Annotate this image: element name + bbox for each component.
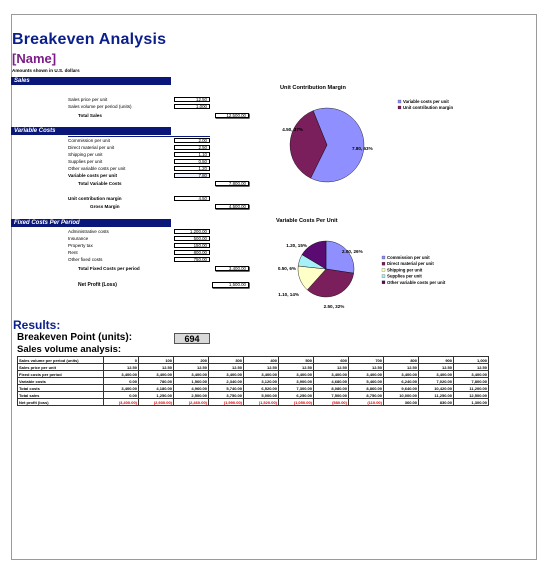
rent-value[interactable]: 800.00 bbox=[174, 250, 210, 255]
table-row-header: Variable costs bbox=[18, 378, 104, 385]
table-cell: 3,400.00 bbox=[349, 371, 384, 378]
table-cell: 780.00 bbox=[139, 378, 174, 385]
table-cell: 3,750.00 bbox=[209, 392, 244, 399]
other-variable-label: Other variable costs per unit bbox=[68, 166, 126, 171]
sales-volume-value[interactable]: 1,000 bbox=[174, 104, 210, 109]
insurance-value[interactable]: 500.00 bbox=[174, 236, 210, 241]
table-cell: 100 bbox=[139, 357, 174, 364]
table-cell: 10,000.00 bbox=[384, 392, 419, 399]
ucm-data-label-1: 4.50, 37% bbox=[282, 127, 303, 132]
table-cell: 3,400.00 bbox=[174, 371, 209, 378]
table-row-header: Sales volume per period (units) bbox=[18, 357, 104, 364]
table-cell: 3,400.00 bbox=[314, 371, 349, 378]
table-cell: 8,860.00 bbox=[349, 385, 384, 392]
ucm-legend-item-0: Variable costs per unit bbox=[403, 99, 449, 104]
table-cell: 8,080.00 bbox=[314, 385, 349, 392]
total-fixed-value: 3,400.00 bbox=[215, 266, 249, 271]
total-sales-label: Total Sales bbox=[78, 113, 102, 118]
ucm-legend-item-1: Unit contribution margin bbox=[403, 105, 454, 110]
table-cell: 7,020.00 bbox=[419, 378, 454, 385]
table-row-header: Total costs bbox=[18, 385, 104, 392]
unit-margin-value: 4.50 bbox=[174, 196, 210, 201]
total-variable-value: 7,800.00 bbox=[215, 181, 249, 186]
table-cell: 3,900.00 bbox=[279, 378, 314, 385]
other-fixed-label: Other fixed costs bbox=[68, 257, 103, 262]
variable-per-unit-value: 7.80 bbox=[174, 173, 210, 178]
sales-section-header: Sales bbox=[11, 77, 171, 85]
table-cell: 200 bbox=[174, 357, 209, 364]
table-cell: 600 bbox=[314, 357, 349, 364]
table-cell: 3,400.00 bbox=[139, 371, 174, 378]
sales-price-label: Sales price per unit bbox=[68, 97, 108, 102]
table-cell: 4,680.00 bbox=[314, 378, 349, 385]
unit-contribution-chart bbox=[250, 90, 530, 190]
table-cell: (580.00) bbox=[314, 399, 349, 406]
table-cell: 0.00 bbox=[104, 392, 139, 399]
table-cell: 10,420.00 bbox=[419, 385, 454, 392]
table-cell: 12.50 bbox=[139, 364, 174, 371]
table-row bbox=[18, 364, 489, 371]
variable-costs-section-header: Variable Costs bbox=[11, 127, 171, 135]
breakeven-label: Breakeven Point (units): bbox=[17, 332, 133, 343]
table-cell: 5,740.00 bbox=[209, 385, 244, 392]
vcpu-data-label-3: 0.50, 6% bbox=[277, 266, 296, 271]
table-cell: 3,400.00 bbox=[244, 371, 279, 378]
table-cell: 8,750.00 bbox=[349, 392, 384, 399]
property-tax-value[interactable]: 150.00 bbox=[174, 243, 210, 248]
supplies-value[interactable]: 0.50 bbox=[174, 159, 210, 164]
table-row bbox=[18, 378, 489, 385]
gross-margin-value: 4,500.00 bbox=[215, 204, 249, 209]
table-cell: 3,400.00 bbox=[419, 371, 454, 378]
table-cell: 0.00 bbox=[104, 378, 139, 385]
other-fixed-value[interactable]: 750.00 bbox=[174, 257, 210, 262]
table-row bbox=[18, 392, 489, 399]
table-cell: 400 bbox=[244, 357, 279, 364]
unit-contribution-chart-title: Unit Contribution Margin bbox=[280, 85, 346, 91]
results-title: Results: bbox=[13, 318, 61, 332]
table-cell: 2,500.00 bbox=[174, 392, 209, 399]
property-tax-label: Property tax bbox=[68, 243, 93, 248]
sales-volume-table bbox=[17, 356, 489, 406]
table-cell: 9,640.00 bbox=[384, 385, 419, 392]
admin-costs-value[interactable]: 1,200.00 bbox=[174, 229, 210, 234]
table-cell: (2,460.00) bbox=[174, 399, 209, 406]
table-row-header: Sales price per unit bbox=[18, 364, 104, 371]
table-cell: 800 bbox=[384, 357, 419, 364]
table-cell: 300 bbox=[209, 357, 244, 364]
shipping-value[interactable]: 1.10 bbox=[174, 152, 210, 157]
table-cell: 3,400.00 bbox=[104, 385, 139, 392]
table-cell: 900 bbox=[419, 357, 454, 364]
variable-costs-chart-title: Variable Costs Per Unit bbox=[276, 218, 338, 224]
table-cell: 12.50 bbox=[349, 364, 384, 371]
table-cell: (110.00) bbox=[349, 399, 384, 406]
table-cell: 2,340.00 bbox=[209, 378, 244, 385]
supplies-label: Supplies per unit bbox=[68, 159, 103, 164]
table-cell: 12.50 bbox=[454, 364, 489, 371]
table-row-header: Total sales bbox=[18, 392, 104, 399]
table-cell: 3,400.00 bbox=[279, 371, 314, 378]
table-row bbox=[18, 399, 489, 406]
table-row-header: Fixed costs per period bbox=[18, 371, 104, 378]
unit-margin-label: Unit contribution margin bbox=[68, 196, 122, 201]
vcpu-data-label-1: 2.50, 32% bbox=[323, 304, 345, 309]
table-cell: 12,500.00 bbox=[454, 392, 489, 399]
sales-volume-analysis-title: Sales volume analysis: bbox=[17, 344, 122, 355]
rent-label: Rent bbox=[68, 250, 78, 255]
table-cell: 3,400.00 bbox=[384, 371, 419, 378]
table-row bbox=[18, 357, 489, 364]
sales-volume-label: Sales volume per period (units) bbox=[68, 104, 132, 109]
table-cell: 500 bbox=[279, 357, 314, 364]
table-cell: 0 bbox=[104, 357, 139, 364]
page-title: Breakeven Analysis bbox=[12, 31, 167, 48]
vcpu-legend-swatch-4 bbox=[382, 281, 385, 284]
net-profit-value: 1,500.00 bbox=[212, 282, 249, 288]
variable-costs-chart bbox=[250, 226, 530, 316]
table-cell: 12.50 bbox=[174, 364, 209, 371]
table-cell: 11,250.00 bbox=[419, 392, 454, 399]
direct-material-label: Direct material per unit bbox=[68, 145, 115, 150]
other-variable-value[interactable]: 1.20 bbox=[174, 166, 210, 171]
shipping-label: Shipping per unit bbox=[68, 152, 103, 157]
table-row-header: Net profit (loss) bbox=[18, 399, 104, 406]
currency-note: Amounts shown in U.S. dollars bbox=[12, 68, 80, 73]
vcpu-slice-0 bbox=[326, 241, 354, 273]
breakeven-value: 694 bbox=[174, 333, 210, 344]
table-cell: 3,400.00 bbox=[104, 371, 139, 378]
table-cell: 7,800.00 bbox=[454, 378, 489, 385]
table-cell: (2,930.00) bbox=[139, 399, 174, 406]
vcpu-data-label-2: 1.10, 14% bbox=[278, 292, 299, 297]
sales-price-value[interactable]: 12.50 bbox=[174, 97, 210, 102]
table-cell: (1,050.00) bbox=[279, 399, 314, 406]
total-variable-label: Total Variable Costs bbox=[78, 181, 122, 186]
table-cell: 3,400.00 bbox=[454, 371, 489, 378]
variable-costs-rule bbox=[68, 136, 210, 137]
admin-costs-label: Administrative costs bbox=[68, 229, 109, 234]
table-cell: 6,520.00 bbox=[244, 385, 279, 392]
total-fixed-label: Total Fixed Costs per period bbox=[78, 266, 140, 271]
vcpu-data-label-4: 1.20, 15% bbox=[286, 243, 307, 248]
net-profit-label: Net Profit (Loss) bbox=[78, 282, 117, 288]
table-cell: 1,300.00 bbox=[454, 399, 489, 406]
table-cell: 3,400.00 bbox=[209, 371, 244, 378]
insurance-label: Insurance bbox=[68, 236, 89, 241]
table-cell: 11,200.00 bbox=[454, 385, 489, 392]
commission-value[interactable]: 2.00 bbox=[174, 138, 210, 143]
table-cell: 12.50 bbox=[104, 364, 139, 371]
table-cell: 7,300.00 bbox=[279, 385, 314, 392]
table-cell: (3,400.00) bbox=[104, 399, 139, 406]
vcpu-legend-swatch-3 bbox=[382, 275, 385, 278]
commission-label: Commission per unit bbox=[68, 138, 110, 143]
vcpu-legend-item-1: Direct material per unit bbox=[387, 261, 434, 267]
ucm-legend-swatch-0 bbox=[398, 100, 401, 103]
vcpu-legend-swatch-2 bbox=[382, 268, 385, 271]
table-cell: 6,250.00 bbox=[279, 392, 314, 399]
variable-per-unit-label: Variable costs per unit bbox=[68, 173, 118, 178]
fixed-costs-section-header: Fixed Costs Per Period bbox=[11, 219, 171, 227]
table-cell: 6,240.00 bbox=[384, 378, 419, 385]
name-field[interactable]: [Name] bbox=[12, 51, 57, 66]
table-cell: 1,000 bbox=[454, 357, 489, 364]
table-cell: 5,000.00 bbox=[244, 392, 279, 399]
table-cell: 700 bbox=[349, 357, 384, 364]
table-cell: 830.00 bbox=[419, 399, 454, 406]
table-cell: 12.50 bbox=[314, 364, 349, 371]
table-cell: 4,180.00 bbox=[139, 385, 174, 392]
table-row bbox=[18, 371, 489, 378]
table-cell: 12.50 bbox=[419, 364, 454, 371]
vcpu-legend-item-0: Commission per unit bbox=[387, 255, 430, 260]
table-cell: 1,560.00 bbox=[174, 378, 209, 385]
vcpu-data-label-0: 2.00, 26% bbox=[342, 249, 363, 254]
table-cell: 12.50 bbox=[209, 364, 244, 371]
ucm-data-label-0: 7.80, 63% bbox=[352, 146, 373, 151]
table-cell: 12.50 bbox=[244, 364, 279, 371]
table-cell: 7,500.00 bbox=[314, 392, 349, 399]
gross-margin-label: Gross Margin bbox=[90, 204, 120, 209]
table-cell: 12.50 bbox=[384, 364, 419, 371]
vcpu-legend-item-3: Supplies per unit bbox=[387, 273, 422, 279]
vcpu-legend-item-4: Other variable costs per unit bbox=[387, 279, 446, 285]
table-cell: 360.00 bbox=[384, 399, 419, 406]
ucm-legend-swatch-1 bbox=[398, 106, 401, 109]
vcpu-legend-swatch-1 bbox=[382, 262, 385, 265]
table-cell: 5,460.00 bbox=[349, 378, 384, 385]
table-cell: 3,120.00 bbox=[244, 378, 279, 385]
table-cell: (1,520.00) bbox=[244, 399, 279, 406]
table-cell: (1,990.00) bbox=[209, 399, 244, 406]
direct-material-value[interactable]: 2.50 bbox=[174, 145, 210, 150]
vcpu-legend-item-2: Shipping per unit bbox=[387, 267, 423, 273]
table-cell: 1,250.00 bbox=[139, 392, 174, 399]
table-cell: 12.50 bbox=[279, 364, 314, 371]
table-row bbox=[18, 385, 489, 392]
table-cell: 4,960.00 bbox=[174, 385, 209, 392]
vcpu-legend-swatch-0 bbox=[382, 256, 385, 259]
total-sales-value: 12,500.00 bbox=[215, 113, 249, 118]
